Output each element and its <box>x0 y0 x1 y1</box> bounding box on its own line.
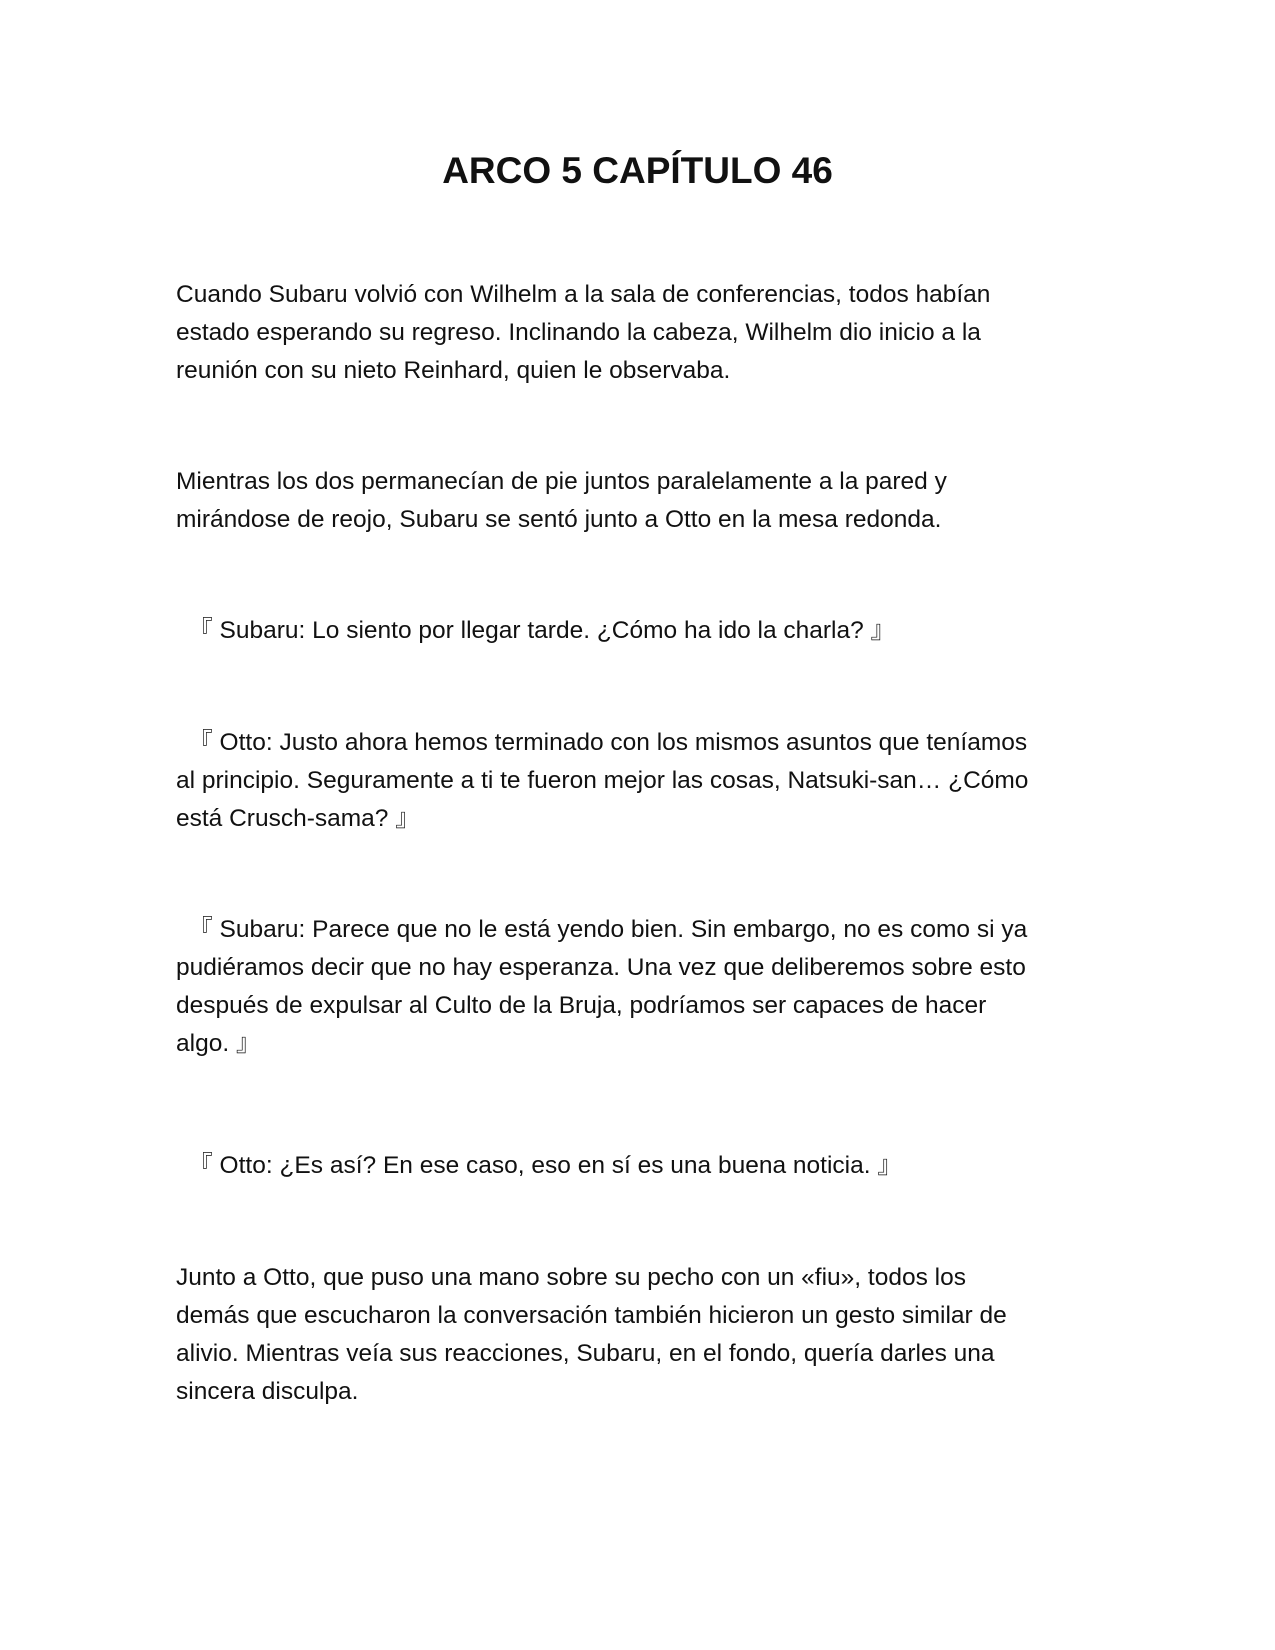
paragraph-line: 『 Otto: Justo ahora hemos terminado con los mismos asuntos que teníamos <box>176 729 1028 756</box>
dialogue-otto-1 <box>176 724 1106 838</box>
paragraph-line: Mientras los dos permanecían de pie juntos paralelamente a la pared y <box>176 468 947 495</box>
paragraph-line: mirándose de reojo, Subaru se sentó junto a Otto en la mesa redonda. <box>176 506 942 533</box>
paragraph-line: algo. 』 <box>176 1030 261 1057</box>
paragraph-line: sincera disculpa. <box>176 1378 359 1405</box>
dialogue-subaru-2 <box>176 911 1106 1063</box>
paragraph-final <box>176 1259 1106 1411</box>
paragraph-1 <box>176 276 1106 390</box>
paragraph-line: 『 Subaru: Parece que no le está yendo bien. Sin embargo, no es como si ya <box>176 916 1028 943</box>
dialogue-otto-2 <box>176 1147 1106 1185</box>
paragraph-line: Cuando Subaru volvió con Wilhelm a la sala de conferencias, todos habían <box>176 281 991 308</box>
paragraph-line: 『 Subaru: Lo siento por llegar tarde. ¿Cómo ha ido la charla? 』 <box>176 617 896 644</box>
paragraph-line: pudiéramos decir que no hay esperanza. Una vez que deliberemos sobre esto <box>176 954 1026 981</box>
paragraph-line: demás que escucharon la conversación también hicieron un gesto similar de <box>176 1302 1007 1329</box>
paragraph-line: Junto a Otto, que puso una mano sobre su pecho con un «fiu», todos los <box>176 1264 966 1291</box>
dialogue-subaru-1 <box>176 612 1106 650</box>
paragraph-line: alivio. Mientras veía sus reacciones, Subaru, en el fondo, quería darles una <box>176 1340 995 1367</box>
chapter-title: ARCO 5 CAPÍTULO 46 <box>442 150 833 191</box>
paragraph-line: reunión con su nieto Reinhard, quien le observaba. <box>176 357 731 384</box>
paragraph-line: 『 Otto: ¿Es así? En ese caso, eso en sí es una buena noticia. 』 <box>176 1152 902 1179</box>
paragraph-line: al principio. Seguramente a ti te fueron mejor las cosas, Natsuki-san… ¿Cómo <box>176 767 1029 794</box>
paragraph-line: estado esperando su regreso. Inclinando la cabeza, Wilhelm dio inicio a la <box>176 319 981 346</box>
paragraph-line: está Crusch-sama? 』 <box>176 805 420 832</box>
paragraph-line: después de expulsar al Culto de la Bruja, podríamos ser capaces de hacer <box>176 992 987 1019</box>
paragraph-2 <box>176 463 1106 539</box>
